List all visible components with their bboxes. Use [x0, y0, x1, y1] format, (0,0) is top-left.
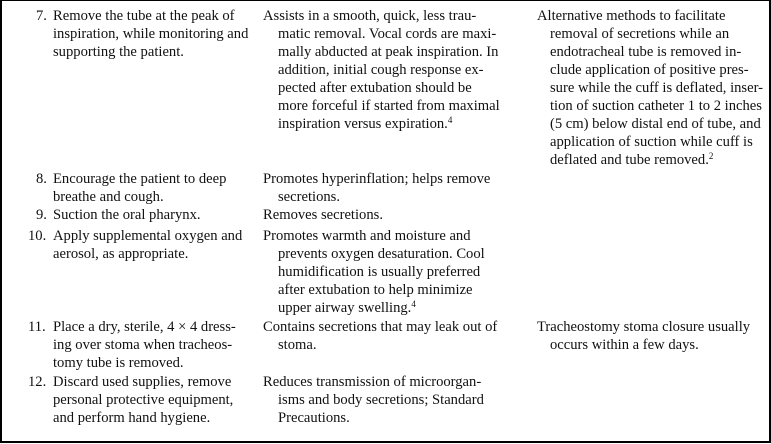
- cell-line: [263, 170, 533, 188]
- line-text: personal protective equipment,: [53, 392, 234, 408]
- note-cell: [537, 318, 769, 354]
- step-number: 7.: [36, 8, 47, 24]
- line-text: Assists in a smooth, quick, less trau-: [263, 8, 477, 24]
- cell-line: [537, 7, 769, 25]
- line-text: isms and body secretions; Standard: [278, 392, 484, 408]
- note-cell: [537, 7, 769, 169]
- rationale-cell: [263, 7, 533, 133]
- line-text: matic removal. Vocal cords are maxi-: [278, 26, 497, 42]
- reference-superscript: 2: [708, 151, 714, 161]
- rationale-cell: [263, 206, 533, 224]
- line-text: Apply supplemental oxygen and: [53, 228, 243, 244]
- line-text: humidification is usually preferred: [278, 264, 481, 280]
- line-text: deflated and tube removed.: [550, 152, 709, 168]
- line-text: supporting the patient.: [53, 44, 184, 60]
- line-text: occurs within a few days.: [550, 337, 699, 353]
- line-text: Alternative methods to facilitate: [537, 8, 726, 24]
- cell-line: [263, 25, 533, 43]
- cell-line: [36, 336, 258, 354]
- cell-line: [36, 25, 258, 43]
- cell-line: [263, 97, 533, 115]
- step-number: 12.: [28, 374, 47, 390]
- line-text: removal of secretions while an: [550, 26, 730, 42]
- line-text: Promotes warmth and moisture and: [263, 228, 471, 244]
- line-text: Precautions.: [278, 410, 350, 426]
- cell-line: [537, 61, 769, 79]
- line-text: Discard used supplies, remove: [53, 374, 232, 390]
- line-text: ing over stoma when tracheos-: [53, 337, 233, 353]
- line-text: Encourage the patient to deep: [53, 171, 227, 187]
- cell-line: [537, 97, 769, 115]
- cell-line: [263, 336, 533, 354]
- cell-line: [263, 299, 533, 317]
- cell-line: [263, 263, 533, 281]
- step-number: 11.: [28, 319, 46, 335]
- cell-line: [537, 318, 769, 336]
- rationale-cell: [263, 373, 533, 427]
- line-text: addition, initial cough response ex-: [278, 62, 484, 78]
- cell-line: [263, 245, 533, 263]
- cell-line: [263, 281, 533, 299]
- reference-superscript: 4: [447, 115, 453, 125]
- cell-line: [36, 43, 258, 61]
- line-text: application of suction while cuff is: [550, 134, 753, 150]
- line-text: endotracheal tube is removed in-: [550, 44, 742, 60]
- line-text: Promotes hyperinflation; helps remove: [263, 171, 491, 187]
- cell-line: [263, 373, 533, 391]
- line-text: more forceful if started from maximal: [278, 98, 500, 114]
- line-text: stoma.: [278, 337, 317, 353]
- line-text: inspiration, while monitoring and: [53, 26, 249, 42]
- line-text: Removes secretions.: [263, 207, 383, 223]
- line-text: prevents oxygen desaturation. Cool: [278, 246, 485, 262]
- cell-line: [537, 43, 769, 61]
- line-text: tion of suction catheter 1 to 2 inches: [550, 98, 762, 114]
- cell-line: [28, 318, 258, 336]
- cell-line: [537, 79, 769, 97]
- rationale-cell: [263, 318, 533, 354]
- cell-line: [28, 373, 258, 391]
- reference-superscript: 4: [411, 299, 416, 309]
- cell-line: [36, 245, 258, 263]
- line-text: Reduces transmission of microorgan-: [263, 374, 482, 390]
- cell-line: [537, 115, 769, 133]
- cell-line: [263, 227, 533, 245]
- rationale-cell: [263, 170, 533, 206]
- cell-line: [36, 354, 258, 372]
- cell-line: [537, 151, 769, 169]
- line-text: Contains secretions that may leak out of: [263, 319, 498, 335]
- cell-line: [263, 409, 533, 427]
- cell-line: [36, 391, 258, 409]
- line-text: sure while the cuff is deflated, inser-: [550, 80, 763, 96]
- cell-line: [36, 206, 258, 224]
- line-text: mally abducted at peak inspiration. In: [278, 44, 499, 60]
- cell-line: [263, 61, 533, 79]
- cell-line: [36, 7, 258, 25]
- cell-line: [263, 318, 533, 336]
- line-text: pected after extubation should be: [278, 80, 472, 96]
- cell-line: [36, 188, 258, 206]
- cell-line: [263, 43, 533, 61]
- cell-line: [537, 133, 769, 151]
- action-cell: [28, 373, 258, 427]
- line-text: Suction the oral pharynx.: [53, 207, 201, 223]
- line-text: (5 cm) below distal end of tube, and: [550, 116, 761, 132]
- line-text: tomy tube is removed.: [53, 355, 184, 371]
- cell-line: [263, 391, 533, 409]
- step-number: 9.: [36, 207, 47, 223]
- step-number: 8.: [36, 171, 47, 187]
- cell-line: [36, 409, 258, 427]
- line-text: aerosol, as appropriate.: [53, 246, 189, 262]
- cell-line: [537, 336, 769, 354]
- cell-line: [28, 227, 258, 245]
- cell-line: [263, 188, 533, 206]
- line-text: and perform hand hygiene.: [53, 410, 211, 426]
- line-text: upper airway swelling.: [278, 300, 412, 316]
- action-cell: [28, 227, 258, 263]
- line-text: secretions.: [278, 189, 341, 205]
- line-text: breathe and cough.: [53, 189, 164, 205]
- line-text: Place a dry, sterile, 4 × 4 dress-: [53, 319, 236, 335]
- line-text: clude application of positive pres-: [550, 62, 749, 78]
- cell-line: [36, 170, 258, 188]
- action-cell: [36, 170, 258, 206]
- cell-line: [263, 206, 533, 224]
- cell-line: [537, 25, 769, 43]
- action-cell: [36, 206, 258, 224]
- line-text: after extubation to help minimize: [278, 282, 473, 298]
- step-number: 10.: [28, 228, 47, 244]
- rationale-cell: [263, 227, 533, 317]
- cell-line: [263, 7, 533, 25]
- line-text: Remove the tube at the peak of: [53, 8, 235, 24]
- cell-line: [263, 115, 533, 133]
- cell-line: [263, 79, 533, 97]
- action-cell: [28, 318, 258, 372]
- line-text: Tracheostomy stoma closure usually: [537, 319, 751, 335]
- action-cell: [36, 7, 258, 61]
- line-text: inspiration versus expiration.: [278, 116, 448, 132]
